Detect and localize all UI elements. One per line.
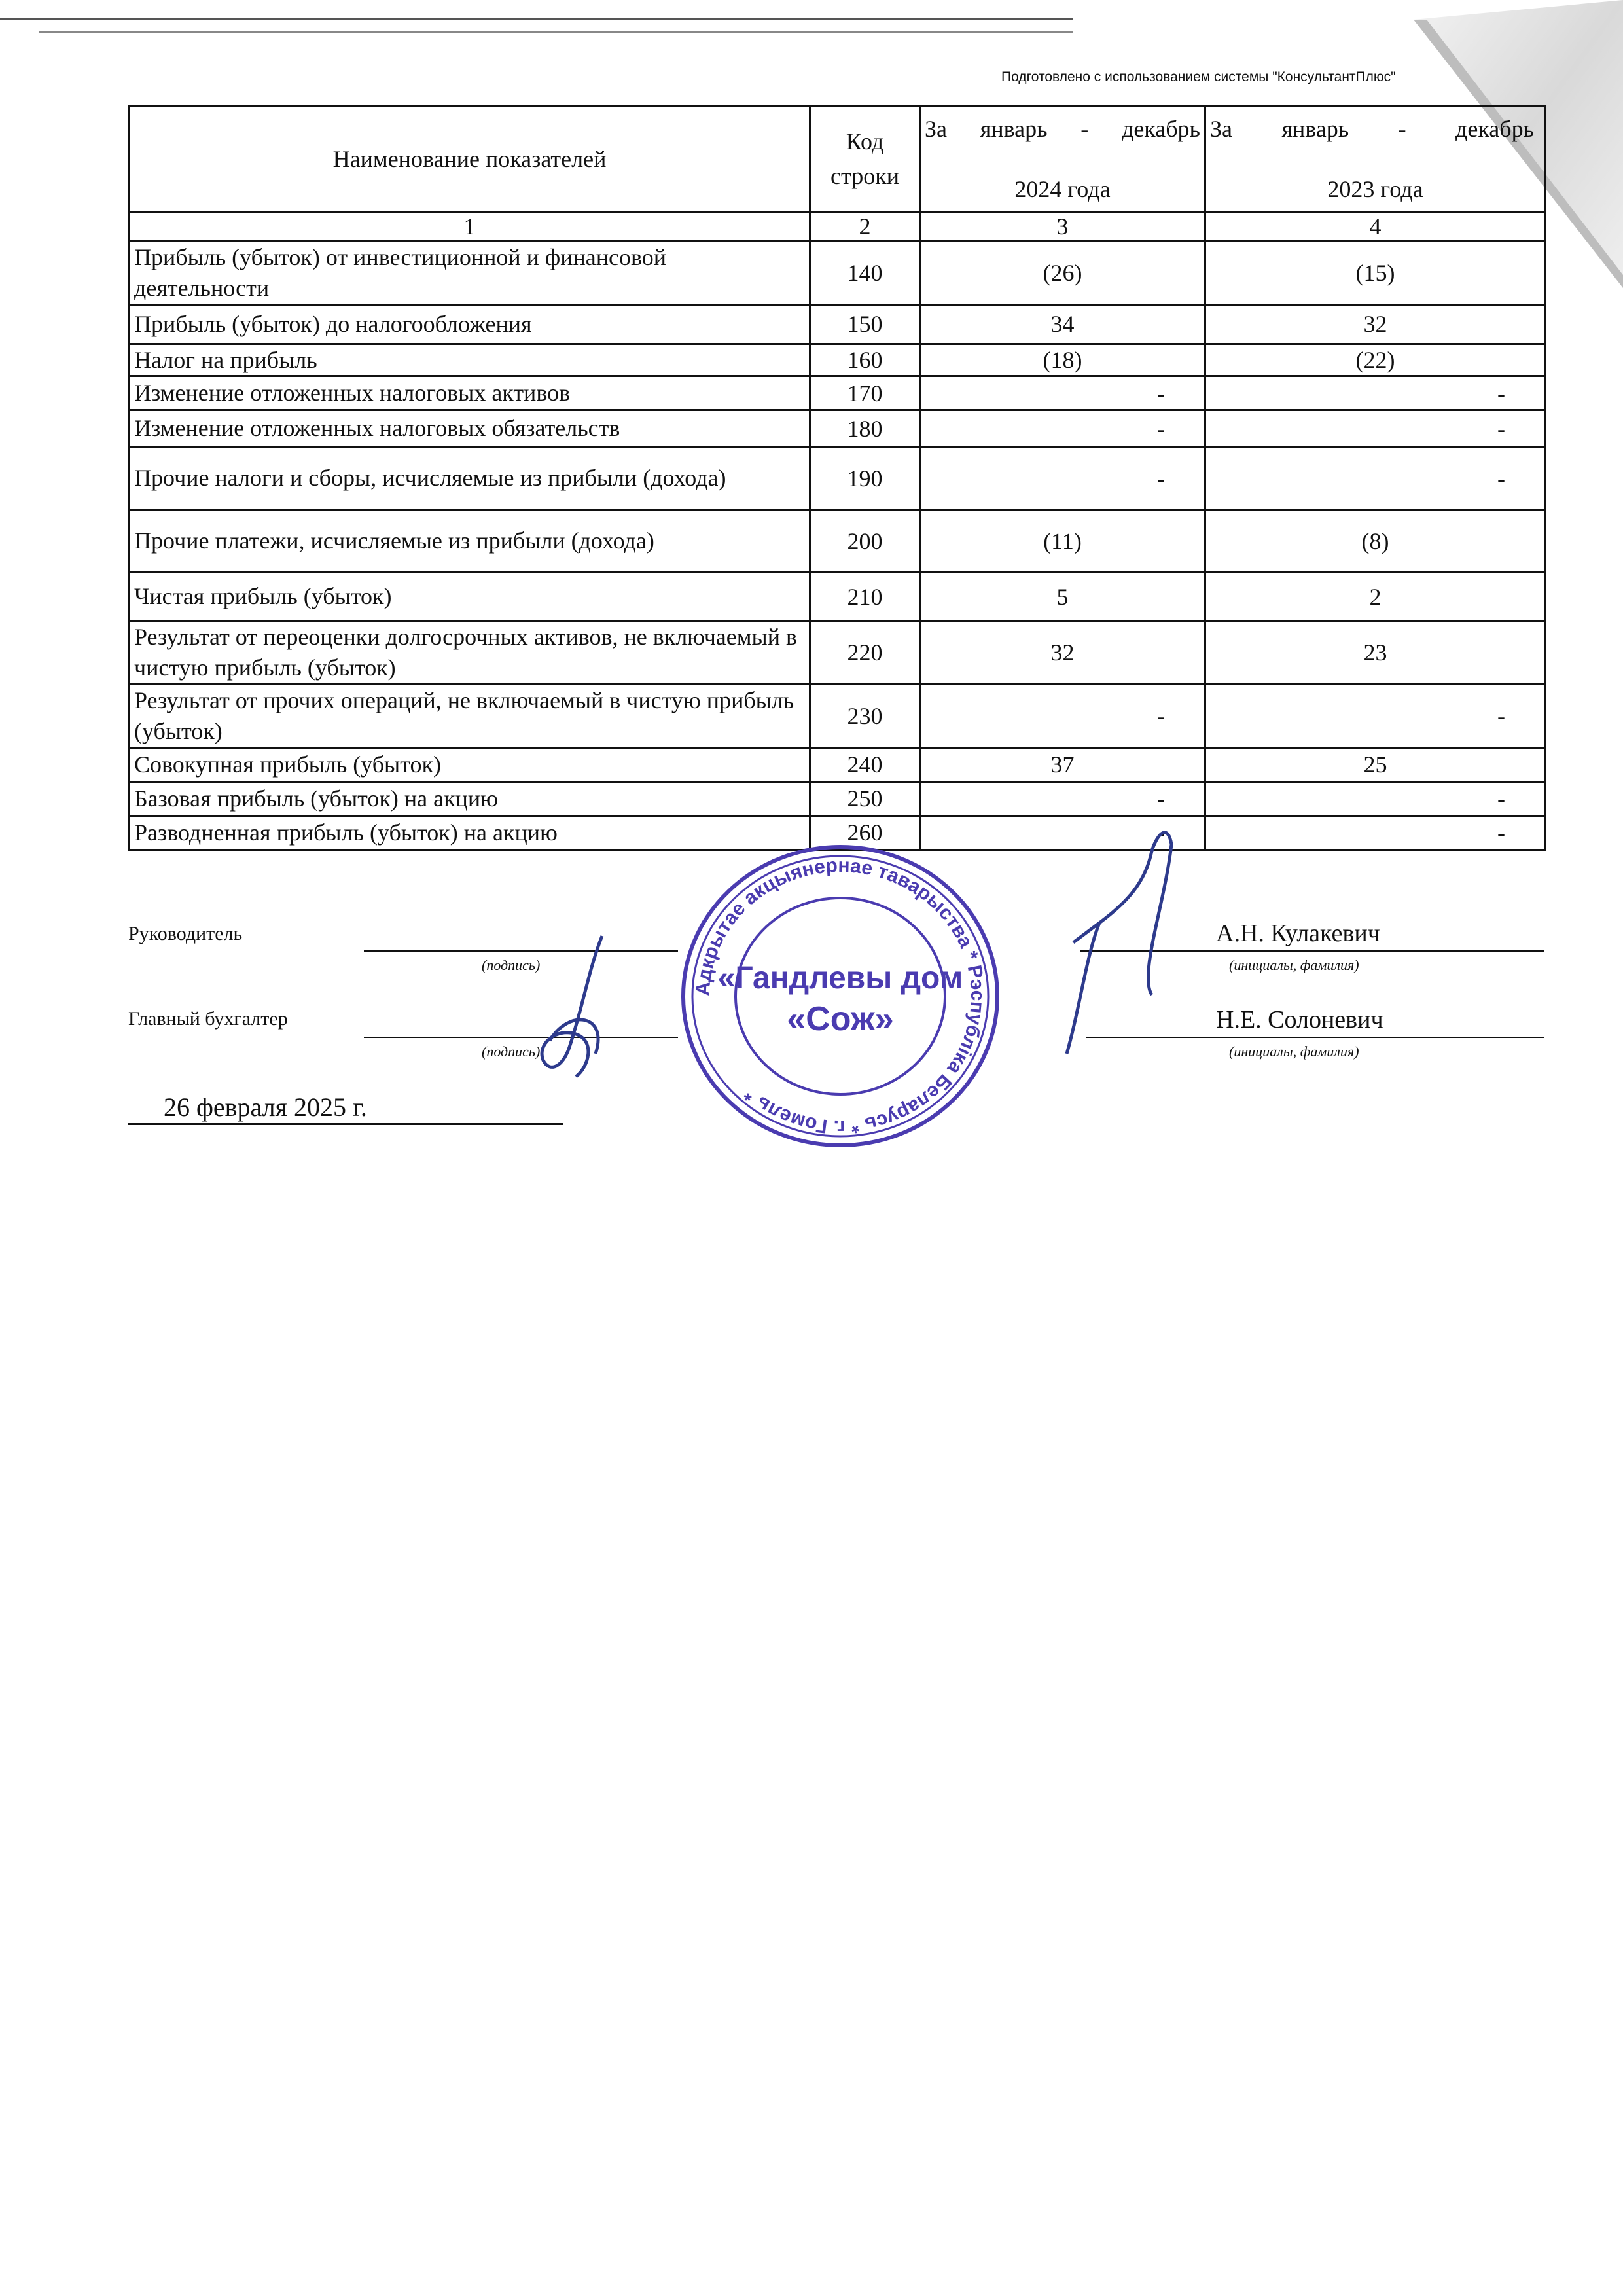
row-value-2023: 25 (1205, 747, 1546, 781)
row-value-2024: 5 (920, 573, 1205, 621)
row-value-2023: - (1205, 816, 1546, 850)
row-value-2024: - (920, 816, 1205, 850)
period-2024-year: 2024 года (1014, 175, 1111, 202)
period-2023-top (1210, 117, 1541, 141)
header-period-2024 (920, 106, 1205, 212)
row-value-2024: (11) (920, 510, 1205, 573)
row-code: 260 (810, 816, 920, 850)
row-value-2023: (8) (1205, 510, 1546, 573)
row-name: Прочие платежи, исчисляемые из прибыли (дохода) (130, 510, 810, 573)
row-value-2024: 34 (920, 304, 1205, 344)
row-code: 210 (810, 573, 920, 621)
prepared-note: Подготовлено с использованием системы "КонсультантПлюс" (1001, 69, 1396, 84)
column-numbers-row (130, 212, 1546, 242)
row-name: Прибыль (убыток) до налогообложения (130, 304, 810, 344)
table-row (130, 510, 1546, 573)
row-code: 190 (810, 447, 920, 510)
row-name: Результат от прочих операций, не включаемый в чистую прибыль (убыток) (130, 684, 810, 747)
row-value-2023: - (1205, 447, 1546, 510)
table-header-row (130, 106, 1546, 212)
row-name: Прибыль (убыток) от инвестиционной и финансовой деятельности (130, 242, 810, 305)
row-code: 200 (810, 510, 920, 573)
row-value-2024: - (920, 684, 1205, 747)
header-period-2023 (1205, 106, 1546, 212)
row-code: 230 (810, 684, 920, 747)
row-name: Совокупная прибыль (убыток) (130, 747, 810, 781)
row-value-2024: (26) (920, 242, 1205, 305)
period-word: За (1210, 115, 1233, 142)
row-value-2024: - (920, 781, 1205, 816)
period-word: январь (980, 115, 1048, 142)
row-code: 160 (810, 344, 920, 376)
row-code: 220 (810, 621, 920, 685)
report-date: 26 февраля 2025 г. (164, 1092, 367, 1122)
table-row (130, 304, 1546, 344)
period-2023-year: 2023 года (1327, 175, 1423, 202)
accountant-name: Н.Е. Солоневич (1216, 1006, 1383, 1033)
row-code: 240 (810, 747, 920, 781)
row-code: 170 (810, 376, 920, 410)
period-word: - (1080, 115, 1089, 142)
table-body (130, 242, 1546, 850)
period-word: январь (1281, 115, 1349, 142)
row-code: 140 (810, 242, 920, 305)
table-row (130, 344, 1546, 376)
head-name: А.Н. Кулакевич (1216, 920, 1380, 947)
col-number: 1 (130, 212, 810, 242)
table-row (130, 621, 1546, 685)
row-name: Налог на прибыль (130, 344, 810, 376)
row-code: 250 (810, 781, 920, 816)
stamp-ring-text: Адкрытае акцыянернае таварыства * Рэспубліка Беларусь * г. Гомель * (692, 854, 989, 1138)
accountant-label: Главный бухгалтер (128, 1008, 288, 1030)
accountant-handwritten-signature (510, 929, 641, 1086)
period-word: - (1398, 115, 1406, 142)
date-underline (128, 1123, 563, 1125)
row-name: Изменение отложенных налоговых обязательств (130, 410, 810, 447)
row-value-2024: - (920, 376, 1205, 410)
row-value-2023: 2 (1205, 573, 1546, 621)
table-row (130, 747, 1546, 781)
head-label: Руководитель (128, 923, 243, 944)
table-row (130, 410, 1546, 447)
table-row (130, 376, 1546, 410)
table-row (130, 242, 1546, 305)
col-number: 2 (810, 212, 920, 242)
row-value-2023: (15) (1205, 242, 1546, 305)
row-value-2024: - (920, 410, 1205, 447)
row-value-2023: 23 (1205, 621, 1546, 685)
row-value-2024: 37 (920, 747, 1205, 781)
period-word: декабрь (1122, 115, 1200, 142)
row-name: Прочие налоги и сборы, исчисляемые из прибыли (дохода) (130, 447, 810, 510)
stamp-center-line1: «Гандлевы дом (717, 961, 963, 996)
row-name: Чистая прибыль (убыток) (130, 573, 810, 621)
row-value-2023: - (1205, 781, 1546, 816)
top-scan-line (0, 18, 1073, 20)
row-value-2023: - (1205, 376, 1546, 410)
row-name: Результат от переоценки долгосрочных активов, не включаемый в чистую прибыль (убыток) (130, 621, 810, 685)
header-name: Наименование показателей (130, 106, 810, 212)
table-row (130, 573, 1546, 621)
row-name: Разводненная прибыль (убыток) на акцию (130, 816, 810, 850)
accountant-name-caption: (инициалы, фамилия) (1229, 1043, 1359, 1060)
period-2024-top (925, 117, 1200, 141)
header-code-text: Код строки (830, 128, 899, 189)
head-handwritten-signature (1054, 812, 1224, 1060)
row-value-2023: 32 (1205, 304, 1546, 344)
top-scan-line-secondary (39, 31, 1073, 33)
row-name: Изменение отложенных налоговых активов (130, 376, 810, 410)
table-row (130, 684, 1546, 747)
company-stamp (670, 839, 1010, 1153)
period-word: декабрь (1455, 115, 1534, 142)
head-signature-caption: (подпись) (482, 957, 541, 973)
table-row (130, 781, 1546, 816)
row-value-2024: (18) (920, 344, 1205, 376)
row-code: 180 (810, 410, 920, 447)
row-value-2023: (22) (1205, 344, 1546, 376)
table-row (130, 447, 1546, 510)
col-number: 3 (920, 212, 1205, 242)
report-table (128, 105, 1546, 851)
row-value-2024: 32 (920, 621, 1205, 685)
row-value-2023: - (1205, 684, 1546, 747)
row-name: Базовая прибыль (убыток) на акцию (130, 781, 810, 816)
row-value-2024: - (920, 447, 1205, 510)
accountant-signature-caption: (подпись) (482, 1043, 541, 1060)
head-name-caption: (инициалы, фамилия) (1229, 957, 1359, 973)
col-number: 4 (1205, 212, 1546, 242)
header-code (810, 106, 920, 212)
stamp-center-line2: «Сож» (787, 1000, 894, 1038)
row-code: 150 (810, 304, 920, 344)
row-value-2023: - (1205, 410, 1546, 447)
period-word: За (925, 115, 948, 142)
